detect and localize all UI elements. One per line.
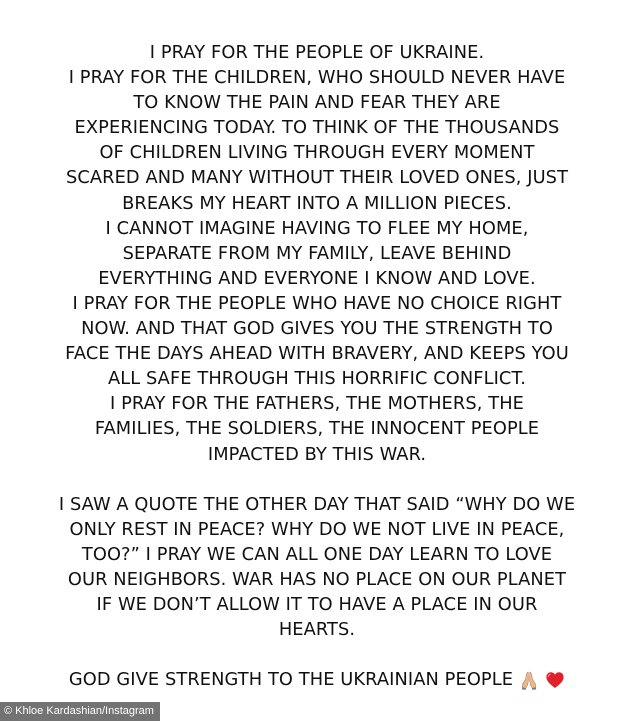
statement-line: I PRAY FOR THE CHILDREN, WHO SHOULD NEVER HAVE (68, 67, 566, 89)
paragraph-gap (30, 642, 604, 667)
statement-line: TOO?” I PRAY WE CAN ALL ONE DAY LEARN TO LOVE (81, 543, 553, 565)
statement-line: OUR NEIGHBORS. WAR HAS NO PLACE ON OUR PLANET (67, 568, 567, 590)
statement-line: NOW. AND THAT GOD GIVES YOU THE STRENGTH TO (81, 318, 553, 340)
praying-hands-icon (519, 670, 539, 690)
statement-line: SEPARATE FROM MY FAMILY, LEAVE BEHIND (122, 242, 512, 264)
photo-credit: © Khloe Kardashian/Instagram (0, 702, 160, 721)
statement-line: I PRAY FOR THE PEOPLE WHO HAVE NO CHOICE RIGHT (72, 292, 562, 314)
statement-line: EXPERIENCING TODAY. TO THINK OF THE THOUSANDS (74, 117, 560, 139)
statement-line: IMPACTED BY THIS WAR. (207, 443, 427, 465)
statement-line: I SAW A QUOTE THE OTHER DAY THAT SAID “WHY DO WE (58, 493, 576, 515)
statement-line: ALL SAFE THROUGH THIS HORRIFIC CONFLICT. (107, 368, 527, 390)
statement-line: IF WE DON’T ALLOW IT TO HAVE A PLACE IN OUR (96, 594, 538, 616)
statement-line: FACE THE DAYS AHEAD WITH BRAVERY, AND KEEPS YOU (65, 343, 569, 365)
statement-line: BREAKS MY HEART INTO A MILLION PIECES. (122, 192, 512, 214)
statement-line: FAMILIES, THE SOLDIERS, THE INNOCENT PEOPLE (94, 418, 540, 440)
statement-line: I CANNOT IMAGINE HAVING TO FLEE MY HOME, (105, 217, 529, 239)
closing-line (30, 667, 604, 692)
statement-line: I PRAY FOR THE PEOPLE OF UKRAINE. (149, 42, 485, 63)
statement-line: ONLY REST IN PEACE? WHY DO WE NOT LIVE IN PEACE, (69, 518, 565, 540)
closing-text: GOD GIVE STRENGTH TO THE UKRAINIAN PEOPLE (68, 669, 514, 691)
red-heart-icon (545, 670, 565, 690)
statement-line: OF CHILDREN LIVING THROUGH EVERY MOMENT (99, 142, 535, 164)
statement-line: TO KNOW THE PAIN AND FEAR THEY ARE (133, 92, 501, 114)
statement-text (30, 40, 604, 692)
statement-line: SCARED AND MANY WITHOUT THEIR LOVED ONES, JUST (65, 167, 569, 189)
statement-line: EVERYTHING AND EVERYONE I KNOW AND LOVE. (98, 267, 536, 289)
paragraph-gap (30, 467, 604, 492)
statement-line: I PRAY FOR THE FATHERS, THE MOTHERS, THE (109, 393, 525, 415)
statement-line: HEARTS. (278, 619, 356, 641)
